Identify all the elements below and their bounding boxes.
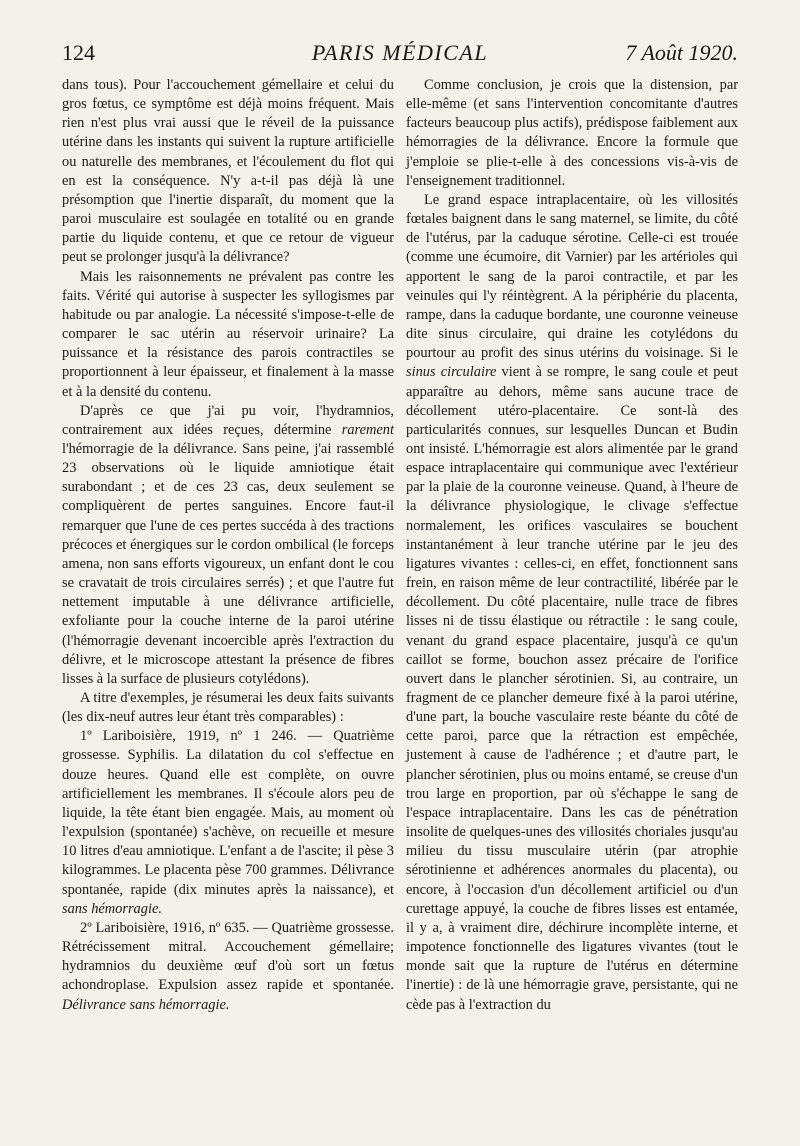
case-report-2: 2º Lariboisière, 1916, nº 635. — Quatrième grossesse. Rétrécissement mitral. Accouchement gémellaire; hydramnios du deuxième œuf d'où sort un fœtus achondroplase. Expulsion assez rapide et spontanée. Délivrance sans hémorragie.	[62, 919, 394, 1013]
page-number: 124	[62, 40, 95, 65]
paragraph: Comme conclusion, je crois que la distension, par elle-même (et sans l'intervention concomitante d'autres facteurs beaucoup plus actifs), prédispose faiblement aux hémorragies de la délivrance. Encore la formule que j'emploie se plie-t-elle à des concessions vis-à-vis de l'enseignement traditionnel.	[406, 77, 738, 189]
paragraph: D'après ce que j'ai pu voir, l'hydramnios, contrairement aux idées reçues, détermine rarement l'hémorragie de la délivrance. Sans peine, j'ai rassemblé 23 observations où le liquide amniotique était surabondant ; et de ces 23 cas, deux seulement se compliquèrent de pertes sanguines. Encore faut-il remarquer que l'une de ces pertes succéda à des tractions précoces et énergiques sur le cordon ombilical (le forceps amena, non sans efforts vigoureux, un enfant dont le cou se cravatait de trois circulaires serrés) ; et que l'autre fut nettement imputable à une délivrance artificielle, exfoliante pour la couche interne de la paroi utérine (l'hémorragie devenant incoercible après l'extraction du délivre, et le microscope attestant la présence de fibres lisses à la surface de plusieurs cotylédons).	[62, 402, 394, 687]
left-column	[62, 76, 394, 1015]
emphasis: sans hémorragie.	[62, 900, 162, 917]
right-column	[406, 76, 738, 1015]
paragraph: Mais les raisonnements ne prévalent pas contre les faits. Vérité qui autorise à suspecter les syllogismes par habitude ou par analogie. La nécessité s'impose-t-elle de comparer le sac utérin au réservoir urinaire? La puissance et la résistance des parois contractiles se proportionnent à leur épaisseur, et finalement à la masse et à la densité du contenu.	[62, 268, 394, 400]
paragraph: A titre d'exemples, je résumerai les deux faits suivants (les dix-neuf autres leur étant très comparables) :	[62, 690, 394, 726]
emphasis: sinus circulaire	[406, 364, 497, 381]
running-header	[62, 38, 738, 68]
case-report-1: 1º Lariboisière, 1919, nº 1 246. — Quatrième grossesse. Syphilis. La dilatation du col s'effectue en douze heures. Quand elle est complète, on ouvre artificiellement les membranes. Il s'écoule alors peu de liquide, la tête étant bien engagée. Mais, au moment où l'expulsion (spontanée) s'achève, on recueille et mesure 10 litres d'eau amniotique. L'enfant a de l'ascite; il pèse 3 kilogrammes. Le placenta pèse 700 grammes. Délivrance spontanée, rapide (dix minutes après la naissance), et sans hémorragie.	[62, 728, 394, 917]
paragraph: Le grand espace intraplacentaire, où les villosités fœtales baignent dans le sang maternel, se limite, du côté de l'utérus, par la caduque sérotine. Celle-ci est trouée (comme une écumoire, dit Varnier) par les artérioles qui apportent le sang de la paroi contractile, et par les veinules qui l'y réintègrent. A la périphérie du placenta, rampe, dans la caduque bordante, une couronne veineuse dite sinus circulaire, qui draine les cotylédons du pourtour au profit des sinus utérins du voisinage. Si le sinus circulaire vient à se rompre, le sang coule et peut apparaître au dehors, même sans aucune trace de décollement utéro-placentaire. Ce sont-là des particularités connues, sur lesquelles Duncan et Budin ont insisté. L'hémorragie est alors alimentée par le grand espace intraplacentaire qui communique avec l'extérieur par la plaie de la couronne veineuse. Quand, à l'heure de la délivrance physiologique, le clivage s'effectue normalement, les orifices vasculaires se bouchent instantanément à leur tranche utérine par le jeu des ligatures vivantes : celles-ci, en effet, fonctionnent sans frein, en raison même de leur contractilité, libérée par le décollement. Du côté placentaire, nulle trace de fibres lisses ni de tissu élastique ou rétractile : le sang coule, venant du grand espace placentaire, jusqu'à ce qu'un caillot se forme, bouchon assez précaire de l'orifice ouvert dans le plancher sérotinien. Si, au contraire, un fragment de ce plancher demeure fixé à la paroi utérine, d'une part, la bouche vasculaire reste béante du côté de cette paroi, parce que la rétraction est empêchée, justement à cause de l'adhérence ; et d'autre part, le plancher sérotinien, plus ou moins entamé, se creuse d'un trou large en proportion, par où s'échappe le sang de l'espace intraplacentaire. Dans les cas de pénétration insolite de quelques-unes des villosités choriales jusqu'au milieu du tissu musculaire utérin (par atrophie sérotinienne et adhérences anormales du placenta), ou encore, à l'occasion d'un décollement artificiel ou d'un curettage appuyé, la couche de fibres lisses est entamée, il y a, à vraiment dire, déchirure incomplète interne, et impotence fonctionnelle des ligatures vivantes (tout le monde sait que la rupture de l'utérus en détermine l'inertie) : de là une hémorragie grave, persistante, qui ne cède pas à l'extraction du	[406, 191, 738, 1013]
journal-title: PARIS MÉDICAL	[311, 40, 489, 65]
issue-date: 7 Août 1920.	[625, 40, 738, 65]
emphasis: rarement	[341, 421, 394, 438]
paragraph: dans tous). Pour l'accouchement gémellaire et celui du gros fœtus, ce symptôme est déjà moins fréquent. Mais rien n'est plus vrai aussi que le réveil de la puissance utérine dans les instants qui suivent la rupture artificielle ou naturelle des membranes, et l'écoulement du flot qui en est la conséquence. N'y a-t-il pas déjà là une présomption que l'inertie disparaît, du moment que la paroi musculaire est soulagée en totalité ou en grande partie du liquide contenu, et que ce retour de vigueur peut se prolonger jusqu'à la délivrance?	[62, 77, 394, 266]
emphasis: Délivrance sans hémorragie.	[62, 996, 230, 1013]
